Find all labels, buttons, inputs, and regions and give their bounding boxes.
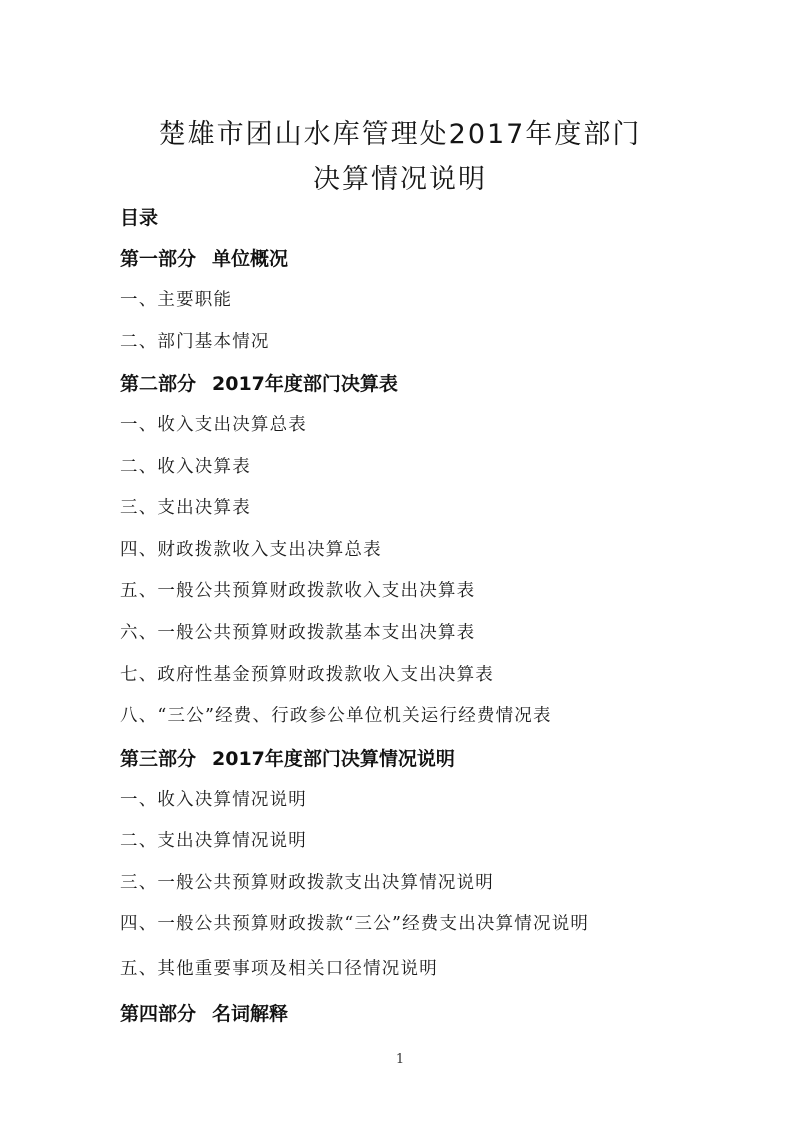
toc-label: 目录 (120, 207, 159, 229)
toc-item: 六、一般公共预算财政拨款基本支出决算表 (120, 623, 476, 643)
toc-part-3-heading (120, 744, 455, 771)
toc-item: 五、一般公共预算财政拨款收入支出决算表 (120, 581, 476, 601)
part-name: 2017年度部门决算表 (212, 373, 398, 395)
part-number: 第四部分 (120, 1003, 197, 1025)
toc-item: 五、其他重要事项及相关口径情况说明 (120, 959, 438, 979)
part-number: 第三部分 (120, 748, 197, 770)
toc-item: 八、“三公”经费、行政参公单位机关运行经费情况表 (120, 706, 552, 726)
toc-item: 一、收入支出决算总表 (120, 415, 307, 435)
part-name: 名词解释 (212, 1003, 289, 1025)
toc-item: 二、部门基本情况 (120, 332, 270, 352)
toc-item: 二、支出决算情况说明 (120, 831, 307, 851)
toc-part-2-heading (120, 369, 398, 396)
part-name: 单位概况 (212, 248, 289, 270)
toc-item: 一、收入决算情况说明 (120, 790, 307, 810)
toc-item: 一、主要职能 (120, 290, 233, 310)
toc-item: 三、支出决算表 (120, 498, 251, 518)
document-title-line-1: 楚雄市团山水库管理处2017年度部门 (158, 119, 642, 150)
document-title-line-2: 决算情况说明 (313, 164, 487, 195)
toc-item: 二、收入决算表 (120, 457, 251, 477)
toc-item: 七、政府性基金预算财政拨款收入支出决算表 (120, 665, 494, 685)
toc-item: 四、一般公共预算财政拨款“三公”经费支出决算情况说明 (120, 914, 590, 934)
toc-item: 三、一般公共预算财政拨款支出决算情况说明 (120, 873, 494, 893)
part-number: 第二部分 (120, 373, 197, 395)
toc-part-1-heading (120, 244, 288, 271)
page-number: 1 (395, 1052, 405, 1067)
part-name: 2017年度部门决算情况说明 (212, 748, 455, 770)
toc-part-4-heading (120, 999, 288, 1026)
part-number: 第一部分 (120, 248, 197, 270)
toc-item: 四、财政拨款收入支出决算总表 (120, 540, 382, 560)
